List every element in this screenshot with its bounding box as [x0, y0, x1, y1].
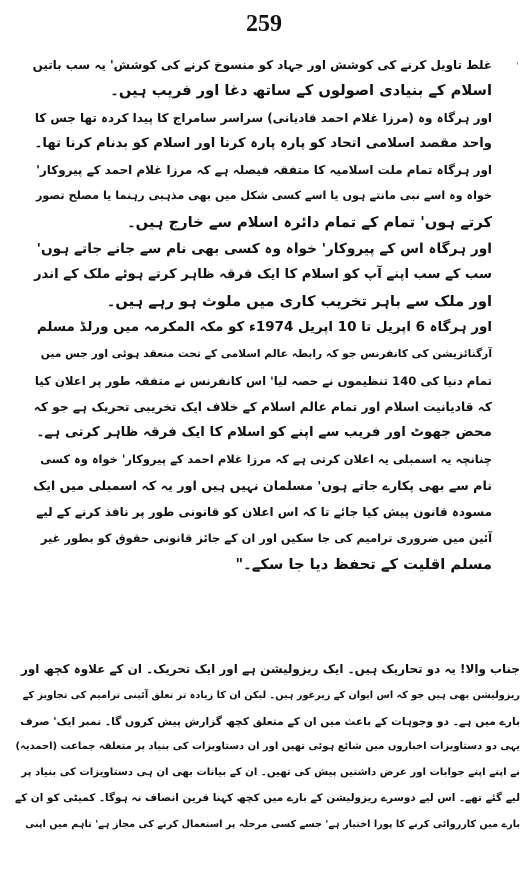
- text-line: آئین میں ضروری ترامیم کی جا سکیں اور ان کے جائز قانونی حقوق کو بطور غیر: [40, 531, 492, 546]
- text-line: سب کے سب اپنے آپ کو اسلام کا ایک فرقہ ظاہر کرتے ہوئے ملک کے اندر: [33, 267, 492, 283]
- text-line: اور ملک سے باہر تخریب کاری میں ملوث ہو رہے ہیں۔: [106, 292, 492, 310]
- text-line: غلط تاویل کرنے کی کوشش اور جہاد کو منسوخ کرنے کی کوشش' یہ سب باتیں: [32, 58, 492, 72]
- text-line: اسلام کے بنیادی اصولوں کے ساتھ دغا اور فریب ہیں۔: [110, 82, 492, 100]
- text-line: واحد مقصد اسلامی اتحاد کو پارہ پارہ کرنا اور اسلام کو بدنام کرنا تھا۔: [34, 135, 492, 151]
- text-line: نے اپنے اپنے جوابات اور عرض داشتیں پیش کی تھیں۔ ان کے بیانات بھی ان ہی دستاویزات کی بنیاد پر: [21, 767, 520, 779]
- text-line: اور ہرگاہ 6 اپریل تا 10 اپریل 1974ء کو مکہ المکرمہ میں ورلڈ مسلم: [36, 319, 492, 335]
- text-line: تمام دنیا کی 140 تنظیموں نے حصہ لیا' اس کانفرنس نے متفقہ طور پر اعلان کیا: [34, 373, 492, 388]
- text-line: نام سے بھی پکارے جاتے ہوں' مسلمان نہیں ہیں اور یہ کہ اسمبلی میں ایک: [33, 477, 492, 493]
- text-line: اور ہرگاہ تمام ملت اسلامیہ کا متفقہ فیصلہ ہے کہ مرزا غلام احمد کے پیروکار': [36, 163, 492, 178]
- page-number: 259: [246, 11, 282, 37]
- text-line: جناب والا! یہ دو تحاریک ہیں۔ ایک ریزولیشن ہے اور ایک تحریک۔ ان کے علاوہ کچھ اور: [21, 662, 520, 676]
- text-line: بارے میں ہے۔ دو وجوہات کے باعث میں ان کے متعلق کچھ گزارش پیش کروں گا۔ نمبر ایک' صرف: [20, 714, 520, 728]
- text-line: بارے میں کارروائی کرنے کا پورا اختیار ہے' جسے کسی مرحلہ پر استعمال کرنے کی مجاز ہے' تاہم میں اپنی: [25, 818, 520, 830]
- text-line: محض جھوٹ اور فریب سے اپنے کو اسلام کا ایک فرقہ ظاہر کرتی ہے۔: [36, 425, 492, 441]
- text-line: مسلم اقلیت کے تحفظ دیا جا سکے۔": [235, 555, 492, 573]
- text-line: ریزولیشن بھی ہیں جو کہ اس ایوان کے زیرغور ہیں۔ لیکن ان کا زیادہ تر تعلق آئینی ترامیم کی تجاویز کے: [22, 689, 520, 701]
- quoted-resolution: [32, 52, 492, 578]
- text-line: یہی دو دستاویزات اخباروں میں شائع ہوئی تھیں اور ان دستاویزات کی بنیاد پر متعلقہ جماعت (احمدیہ): [15, 741, 520, 753]
- text-line: خواہ وہ اسے نبی مانتے ہوں یا اسے کسی شکل میں بھی مذہبی رہنما یا مصلح تصور: [35, 189, 492, 203]
- text-line: چنانچہ یہ اسمبلی یہ اعلان کرتی ہے کہ مرزا غلام احمد کے پیروکار' خواہ وہ کسی: [40, 452, 492, 467]
- text-line: کرتے ہوں' تمام کے تمام دائرہ اسلام سے خارج ہیں۔: [127, 213, 492, 231]
- text-line: مسودہ قانون پیش کیا جائے تا کہ اس اعلان کو قانونی طور پر نافذ کرنے کے لیے: [36, 505, 492, 520]
- resolution-text: [32, 52, 492, 578]
- text-line: کہ قادیانیت اسلام اور تمام عالم اسلام کے خلاف ایک تخریبی تحریک ہے جو کہ: [33, 399, 492, 414]
- text-line: لیے گئے تھے۔ اس لیے دوسرے ریزولیشن کے بارے میں کچھ کہنا قرین انصاف نہ ہوگا۔ کمیٹی کو ان کے: [14, 791, 520, 804]
- text-line: آرگنائزیشن کی کانفرنس جو کہ رابطہ عالم اسلامی کے تحت منعقد ہوئی اور جس میں: [40, 347, 492, 361]
- text-line: اور ہرگاہ وہ (مرزا غلام احمد قادیانی) سراسر سامراج کا پیدا کردہ تھا جس کا: [34, 110, 492, 125]
- margin-mark: ': [516, 61, 519, 72]
- speech-paragraph: [15, 657, 520, 838]
- text-line: اور ہرگاہ اس کے پیروکار' خواہ وہ کسی بھی نام سے جانے جاتے ہوں': [36, 241, 492, 258]
